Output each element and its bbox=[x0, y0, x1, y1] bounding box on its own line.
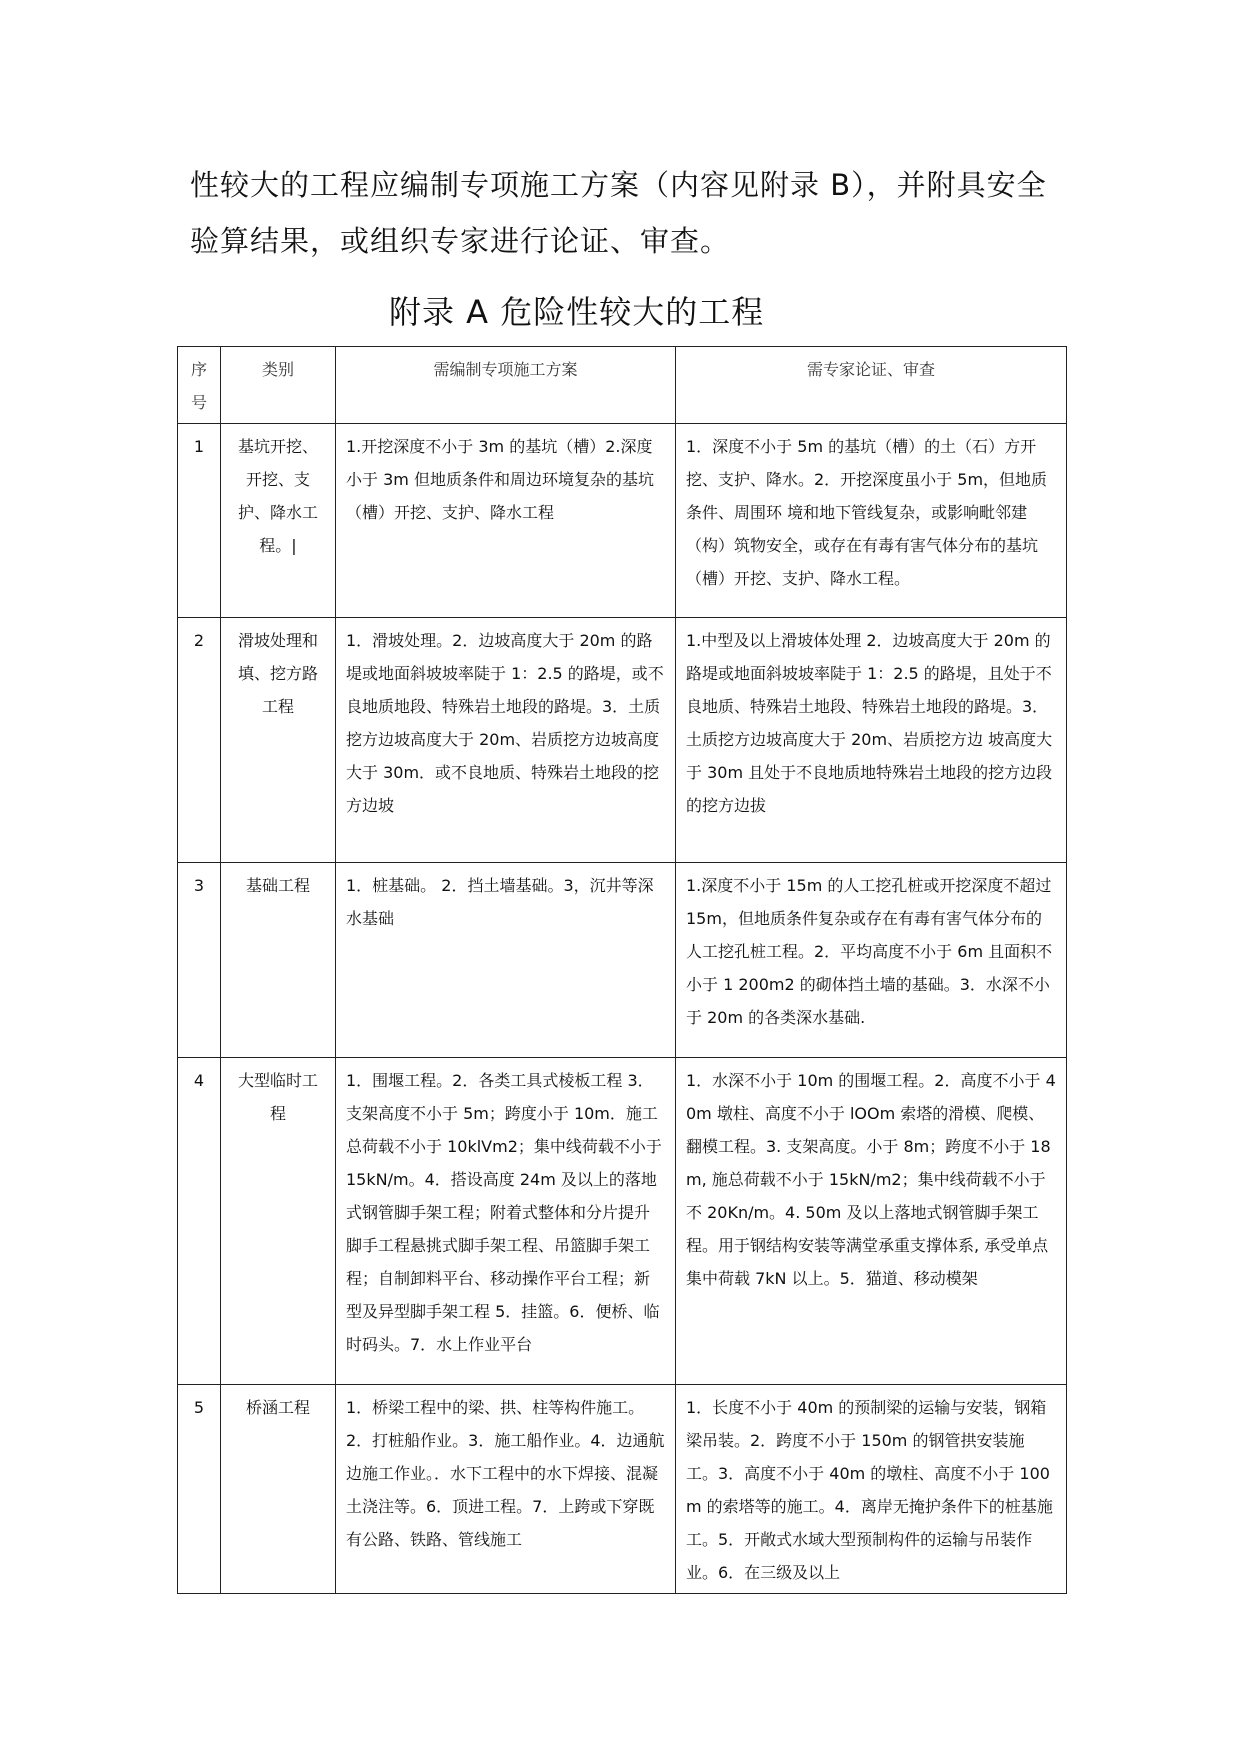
row-number: 4 bbox=[178, 1058, 221, 1385]
hazard-table bbox=[177, 346, 1067, 1594]
header-expert: 需专家论证、审查 bbox=[676, 347, 1067, 424]
header-plan: 需编制专项施工方案 bbox=[336, 347, 676, 424]
row-number: 1 bbox=[178, 424, 221, 618]
row-expert: 1．水深不小于 10m 的围堰工程。2．高度不小于 40m 墩柱、高度不小于 lOOm 索塔的滑模、爬模、翻模工程。3. 支架高度。小于 8m；跨度不小于 18m, 施总荷载不小于 15kN/m2；集中线荷载不小于不 20Kn/m。4. 50m 及以上落地式钢管脚手架工程。用于钢结构安装等满堂承重支撑体系, 承受单点集中荷载 7kN 以上。5．猫道、移动模架 bbox=[676, 1058, 1067, 1385]
row-category: 大型临时工程 bbox=[221, 1058, 336, 1385]
row-category: 滑坡处理和填、挖方路工程 bbox=[221, 618, 336, 863]
row-expert: 1.深度不小于 15m 的人工挖孔桩或开挖深度不超过 15m，但地质条件复杂或存在有毒有害气体分布的人工挖孔桩工程。2．平均高度不小于 6m 且面积不小于 1 200m2 的砌体挡土墙的基础。3．水深不小于 20m 的各类深水基础. bbox=[676, 863, 1067, 1058]
row-plan: 1.开挖深度不小于 3m 的基坑（槽）2.深度小于 3m 但地质条件和周边环境复杂的基坑（槽）开挖、支护、降水工程 bbox=[336, 424, 676, 618]
row-category: 桥涵工程 bbox=[221, 1385, 336, 1594]
row-number: 3 bbox=[178, 863, 221, 1058]
table-row bbox=[178, 424, 1067, 618]
header-category: 类别 bbox=[221, 347, 336, 424]
row-number: 2 bbox=[178, 618, 221, 863]
row-plan: 1．滑坡处理。2．边坡高度大于 20m 的路堤或地面斜坡坡率陡于 1：2.5 的路堤，或不良地质地段、特殊岩土地段的路堤。3．土质挖方边坡高度大于 20m、岩质挖方边坡高度大于 30m．或不良地质、特殊岩土地段的挖方边坡 bbox=[336, 618, 676, 863]
header-seq: 序号 bbox=[178, 347, 221, 424]
intro-paragraph: 性较大的工程应编制专项施工方案（内容见附录 B），并附具安全验算结果，或组织专家进行论证、审查。 bbox=[190, 168, 1047, 258]
table-row bbox=[178, 1058, 1067, 1385]
row-plan: 1．桥梁工程中的梁、拱、柱等构件施工。2．打桩船作业。3．施工船作业。4．边通航边施工作业。．水下工程中的水下焊接、混凝土浇注等。6．顶进工程。7．上跨或下穿既有公路、铁路、管线施工 bbox=[336, 1385, 676, 1594]
table-row bbox=[178, 1385, 1067, 1594]
row-expert: 1.中型及以上滑坡体处理 2．边坡高度大于 20m 的路堤或地面斜坡坡率陡于 1：2.5 的路堤，且处于不良地质、特殊岩土地段、特殊岩土地段的路堤。3．土质挖方边坡高度大于 20m、岩质挖方边 坡高度大于 30m 且处于不良地质地特殊岩土地段的挖方边段的挖方边拔 bbox=[676, 618, 1067, 863]
table-row bbox=[178, 863, 1067, 1058]
row-category: 基础工程 bbox=[221, 863, 336, 1058]
row-plan: 1．围堰工程。2．各类工具式棱板工程 3． 支架高度不小于 5m；跨度小于 10m．施工总荷载不小于 10klVm2；集中线荷载不小于 15kN/m。4．搭设高度 24m 及以上的落地式钢管脚手架工程；附着式整体和分片提升脚手工程悬挑式脚手架工程、吊篮脚手架工程；自制卸料平台、移动操作平台工程；新型及异型脚手架工程 5．挂篮。6．便桥、临时码头。7．水上作业平台 bbox=[336, 1058, 676, 1385]
row-expert: 1．长度不小于 40m 的预制梁的运输与安装，钢箱梁吊装。2．跨度不小于 150m 的钢管拱安装施工。3．高度不小于 40m 的墩柱、高度不小于 100m 的索塔等的施工。4．离岸无掩护条件下的桩基施工。5．开敞式水域大型预制构件的运输与吊装作业。6．在三级及以上 bbox=[676, 1385, 1067, 1594]
table-header-row bbox=[178, 347, 1067, 424]
row-plan: 1．桩基础。 2．挡土墙基础。3，沉井等深水基础 bbox=[336, 863, 676, 1058]
row-category: 基坑开挖、开挖、支护、降水工程。| bbox=[221, 424, 336, 618]
table-row bbox=[178, 618, 1067, 863]
row-number: 5 bbox=[178, 1385, 221, 1594]
row-expert: 1．深度不小于 5m 的基坑（槽）的土（石）方开挖、支护、降水。2．开挖深度虽小于 5m，但地质条件、周围环 境和地下管线复杂，或影响毗邻建（构）筑物安全，或存在有毒有害气体分布的基坑（槽）开挖、支护、降水工程。 bbox=[676, 424, 1067, 618]
appendix-title: 附录 A 危险性较大的工程 bbox=[389, 293, 765, 331]
